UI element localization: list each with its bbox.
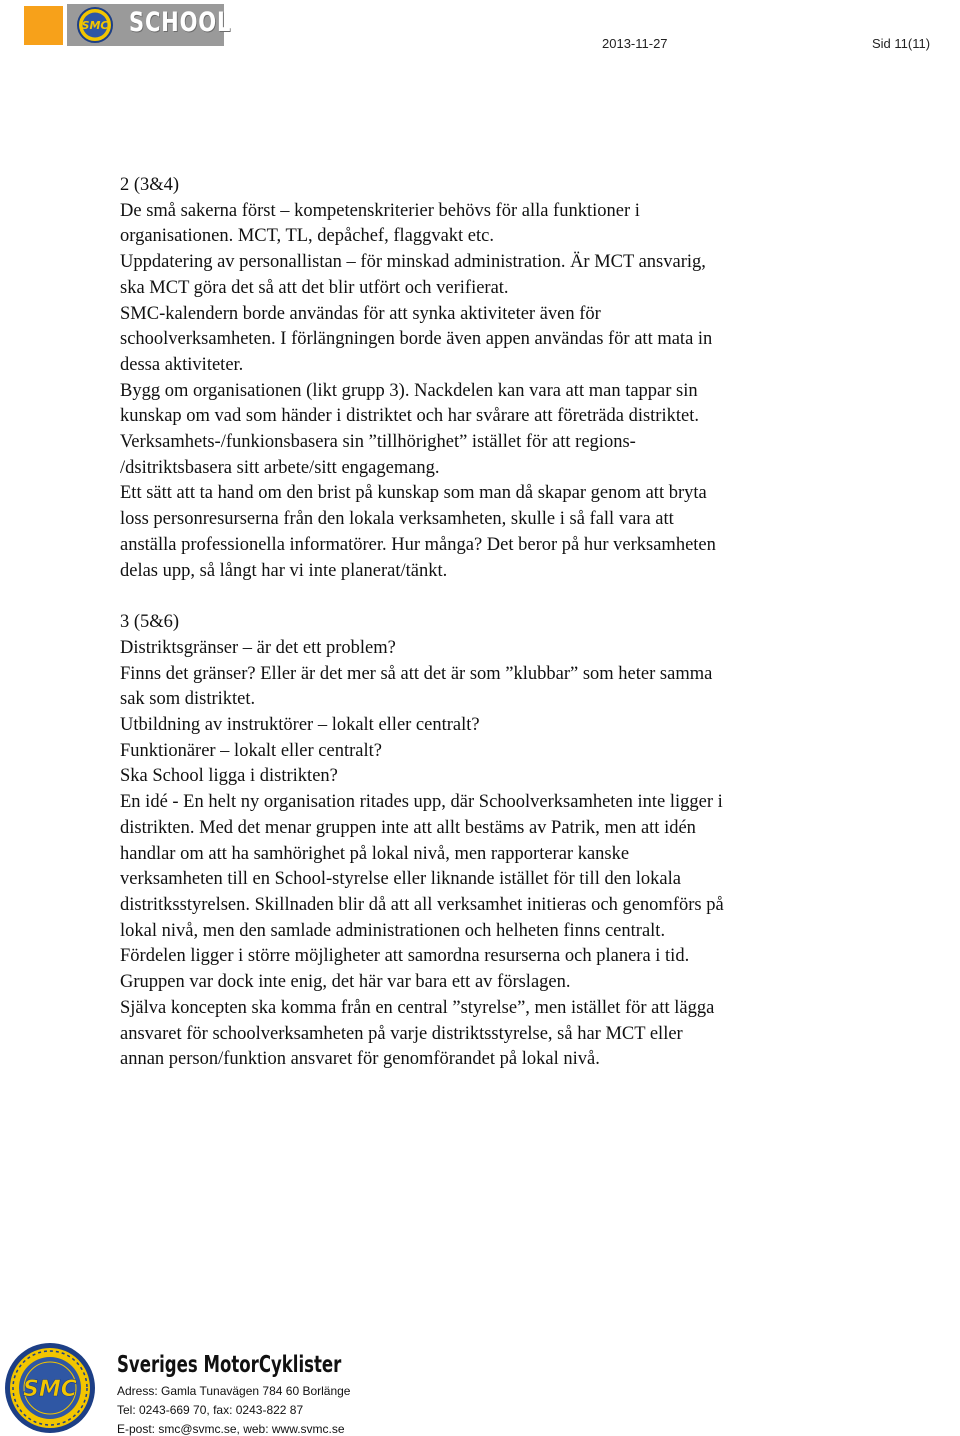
text-line: Själva koncepten ska komma från en central ”styrelse”, men istället för att lägga [120, 997, 715, 1018]
text-line: handlar om att ha samhörighet på lokal nivå, men rapporterar kanske [120, 843, 630, 864]
text-line: Fördelen ligger i större möjligheter att samordna resurserna och planera i tid. [120, 946, 690, 967]
document-body [120, 173, 860, 1073]
footer-address: Adress: Gamla Tunavägen 784 60 Borlänge [117, 1384, 351, 1398]
page-footer [0, 1340, 960, 1436]
text-line: anställa professionella informatörer. Hur många? Det beror på hur verksamheten [120, 534, 716, 555]
text-line: 2 (3&4) [120, 175, 180, 195]
school-logo [67, 4, 232, 46]
text-line: Ska School ligga i distrikten? [120, 766, 338, 787]
text-line: lokal nivå, men den samlade administrationen och helheten finns centralt. [120, 920, 666, 941]
text-line: Utbildning av instruktörer – lokalt eller centralt? [120, 715, 480, 736]
paragraph-gap [120, 584, 860, 610]
text-line: distritksstyrelsen. Skillnaden blir då att all verksamhet initieras och genomförs på [120, 894, 724, 915]
text-line: annan person/funktion ansvaret för genomförandet på lokal nivå. [120, 1049, 600, 1070]
text-line: En idé - En helt ny organisation ritades upp, där Schoolverksamheten inte ligger i [120, 792, 723, 813]
logo-wordmark: SCHOOL [129, 7, 232, 38]
text-line: 3 (5&6) [120, 612, 180, 633]
organization-name: Sveriges MotorCyklister [117, 1352, 342, 1378]
text-line: kunskap om vad som händer i distriktet och har svårare att företräda distriktet. [120, 406, 699, 427]
text-line: /dsitriktsbasera sitt arbete/sitt engagemang. [120, 457, 440, 478]
text-line: Bygg om organisationen (likt grupp 3). Nackdelen kan vara att man tappar sin [120, 380, 698, 401]
page-header [0, 0, 960, 90]
text-line: delas upp, så långt har vi inte planerat/tänkt. [120, 560, 448, 581]
text-line: Funktionärer – lokalt eller centralt? [120, 740, 382, 761]
text-line: Uppdatering av personallistan – för minskad administration. Är MCT ansvarig, [120, 252, 706, 273]
text-line: Finns det gränser? Eller är det mer så att det är som ”klubbar” som heter samma [120, 663, 713, 684]
logo-orange-square [24, 6, 63, 45]
text-line: sak som distriktet. [120, 689, 256, 710]
emblem-text: SMC [23, 1377, 77, 1402]
text-line: schoolverksamheten. I förlängningen borde även appen användas för att mata in [120, 329, 713, 350]
text-line: ska MCT göra det så att det blir utfört och verifierat. [120, 277, 509, 298]
text-line: Ett sätt att ta hand om den brist på kunskap som man då skapar genom att bryta [120, 483, 707, 504]
text-line: distrikten. Med det menar gruppen inte att allt bestäms av Patrik, men att idén [120, 817, 696, 838]
page-number: Sid 11(11) [872, 36, 931, 51]
text-line: loss personresurserna från den lokala verksamheten, skulle i så fall vara att [120, 509, 674, 530]
logo-badge-text: SMC [81, 19, 109, 32]
document-date: 2013-11-27 [602, 36, 668, 51]
text-line: Verksamhets-/funkionsbasera sin ”tillhörighet” istället för att regions- [120, 432, 636, 453]
text-line: verksamheten till en School-styrelse eller liknande istället för till den lokala [120, 869, 681, 890]
text-line: organisationen. MCT, TL, depåchef, flaggvakt etc. [120, 226, 494, 247]
text-line: SMC-kalendern borde användas för att synka aktiviteter även för [120, 303, 601, 324]
smc-emblem-icon [2, 1340, 98, 1436]
text-line: De små sakerna först – kompetenskriterier behövs för alla funktioner i [120, 200, 640, 221]
footer-contact: E-post: smc@svmc.se, web: www.svmc.se [117, 1422, 345, 1436]
footer-phone: Tel: 0243-669 70, fax: 0243-822 87 [117, 1403, 304, 1417]
text-line: ansvaret för schoolverksamheten på varje distriktsstyrelse, så har MCT eller [120, 1023, 683, 1044]
text-line: dessa aktiviteter. [120, 354, 244, 375]
smc-badge-icon [75, 6, 121, 44]
text-line: Gruppen var dock inte enig, det här var bara ett av förslagen. [120, 972, 571, 993]
text-line: Distriktsgränser – är det ett problem? [120, 637, 396, 658]
